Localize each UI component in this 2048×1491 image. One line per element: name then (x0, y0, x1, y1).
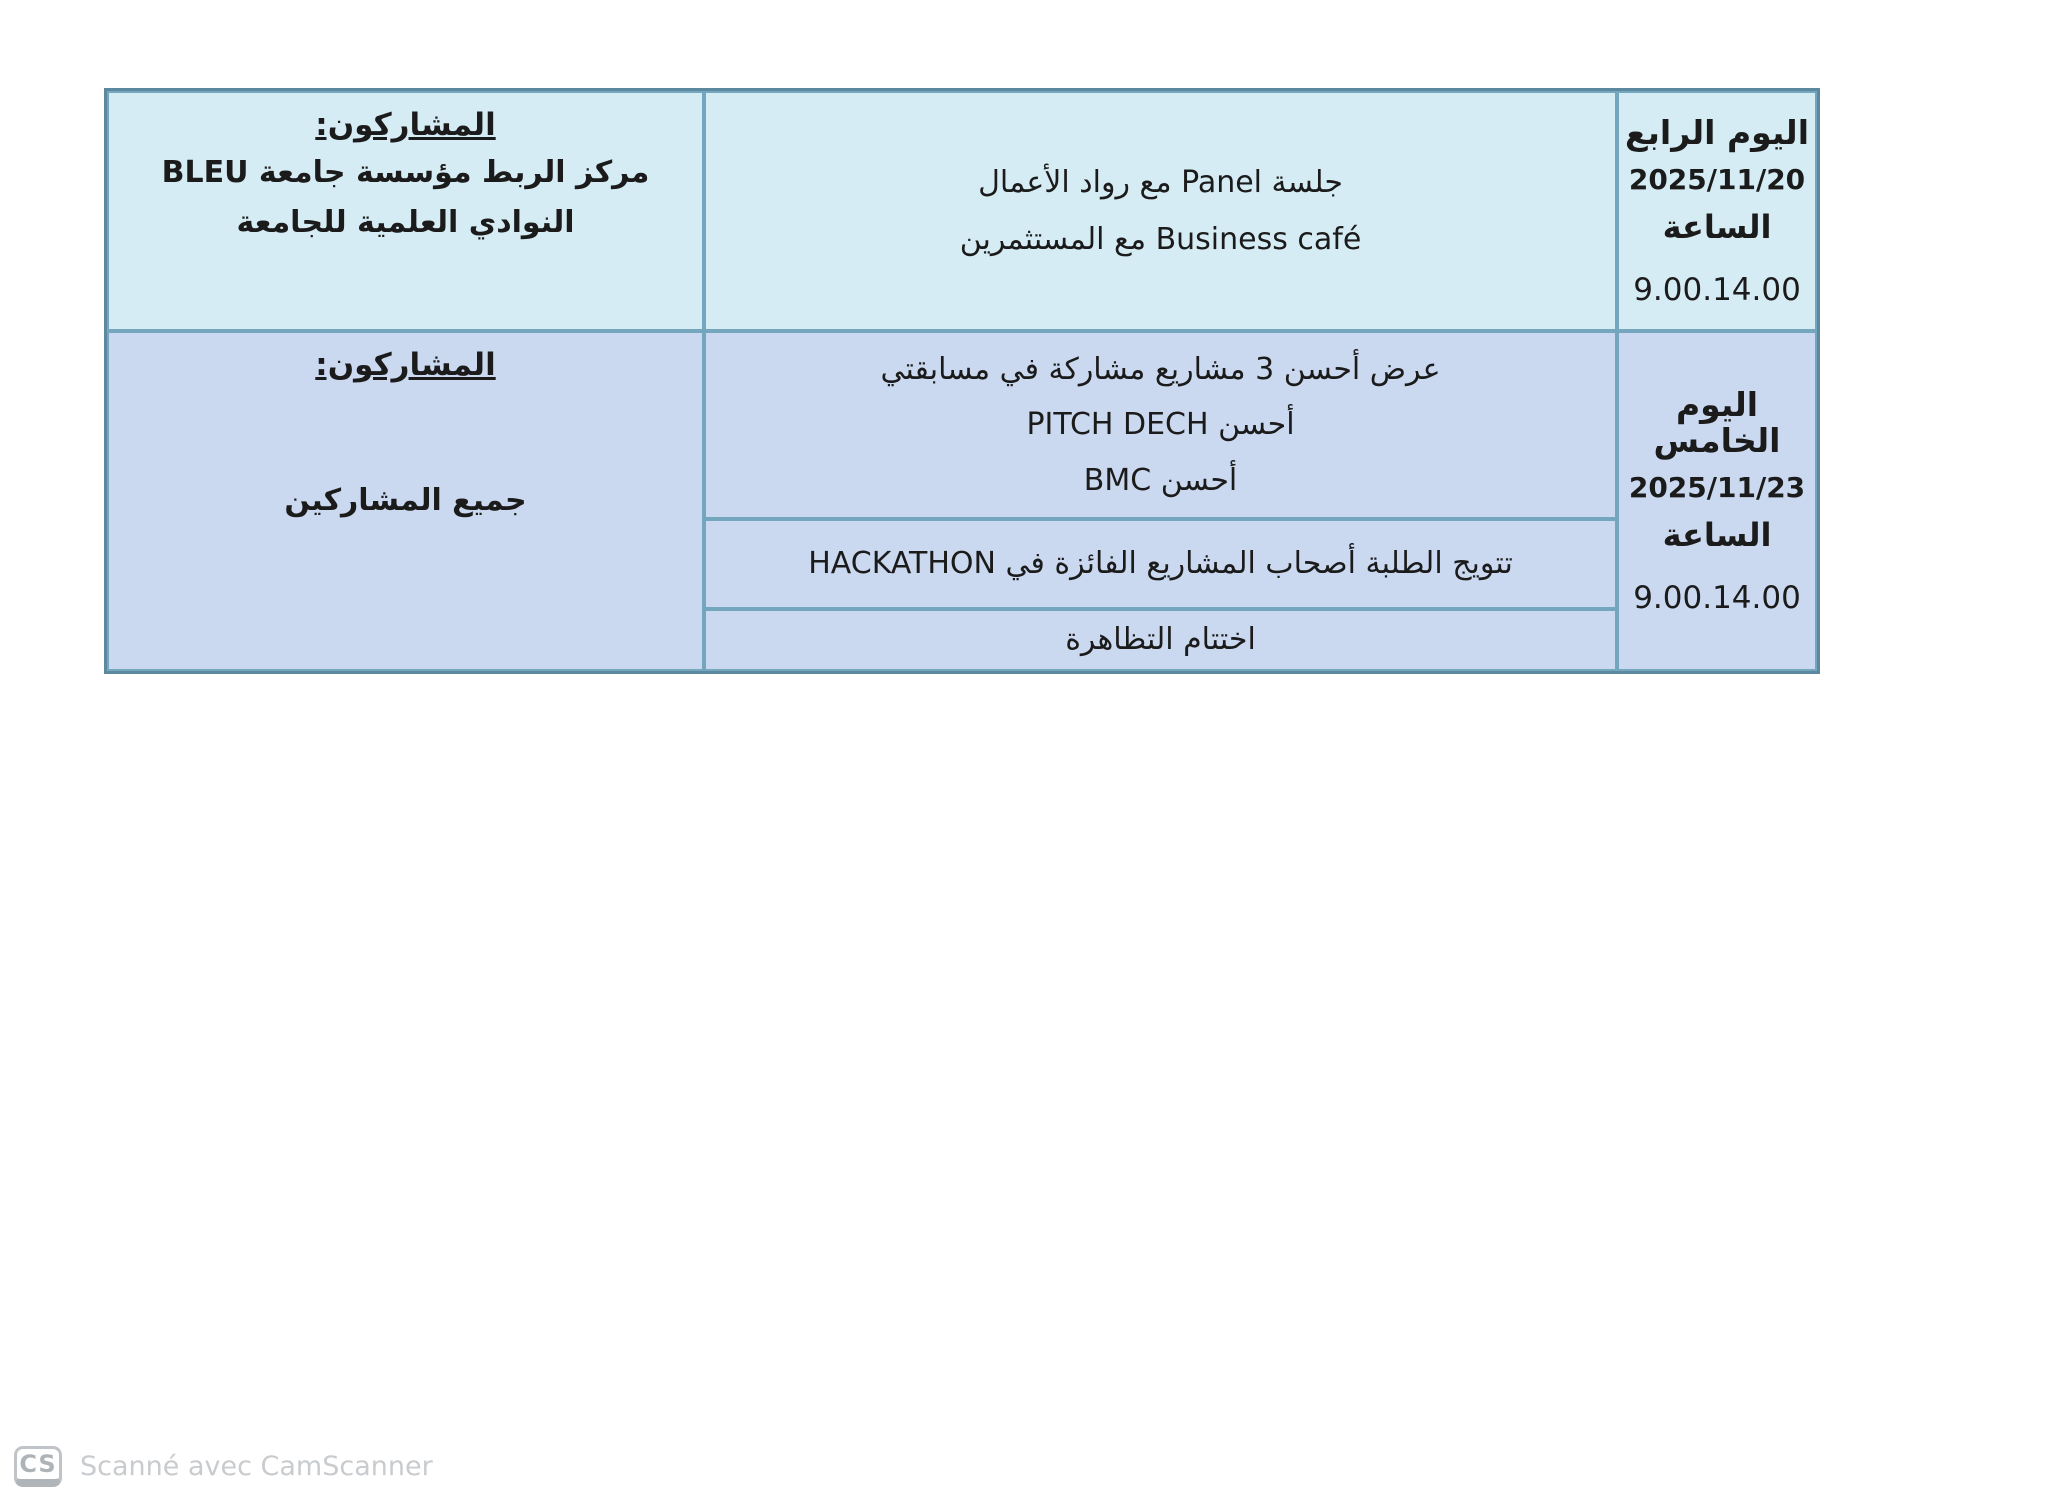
day5-cell (1617, 331, 1817, 671)
participants-center-wrap (109, 333, 702, 669)
day5-crowning-cell (704, 519, 1617, 609)
day4-participants-cell (107, 91, 704, 331)
participants-heading: المشاركون: (315, 347, 496, 383)
day4-activities-cell (704, 91, 1617, 331)
activity-line: تتويج الطلبة أصحاب المشاريع الفائزة في HACKATHON (808, 546, 1513, 582)
day5-projects-cell (704, 331, 1617, 519)
day5-title: اليوم الخامس (1653, 384, 1781, 460)
participant-line: النوادي العلمية للجامعة (236, 204, 575, 240)
day4-time-label: الساعة (1662, 207, 1772, 246)
day5-time-label: الساعة (1662, 516, 1772, 555)
activity-line: جلسة Panel مع رواد الأعمال (978, 164, 1343, 200)
activity-line: أحسن PITCH DECH (1026, 407, 1295, 443)
participant-line: مركز الربط مؤسسة جامعة BLEU (161, 155, 650, 191)
activity-line: أحسن BMC (1083, 462, 1238, 498)
camscanner-watermark (14, 1444, 433, 1488)
day4-cell (1617, 91, 1817, 331)
day5-closing-cell (704, 609, 1617, 671)
activity-line: عرض أحسن 3 مشاريع مشاركة في مسابقتي (880, 351, 1441, 387)
day5-activities-stack (704, 331, 1617, 671)
day4-time-value: 9.00.14.00 (1633, 272, 1801, 309)
day4-title: اليوم الرابع (1625, 112, 1810, 152)
activity-line: Business café مع المستثمرين (959, 222, 1362, 257)
activity-line: اختتام التظاهرة (1065, 622, 1256, 658)
day5-date: 2025/11/23 (1628, 471, 1806, 505)
day5-time-value: 9.00.14.00 (1633, 580, 1801, 617)
day5-participants-cell (107, 331, 704, 671)
camscanner-logo-icon: CS (14, 1446, 62, 1487)
camscanner-watermark-label: Scanné avec CamScanner (80, 1450, 433, 1482)
schedule-table (104, 88, 1820, 674)
participant-line: جميع المشاركين (284, 483, 527, 519)
participants-heading: المشاركون: (315, 107, 496, 143)
day4-date: 2025/11/20 (1628, 163, 1806, 197)
